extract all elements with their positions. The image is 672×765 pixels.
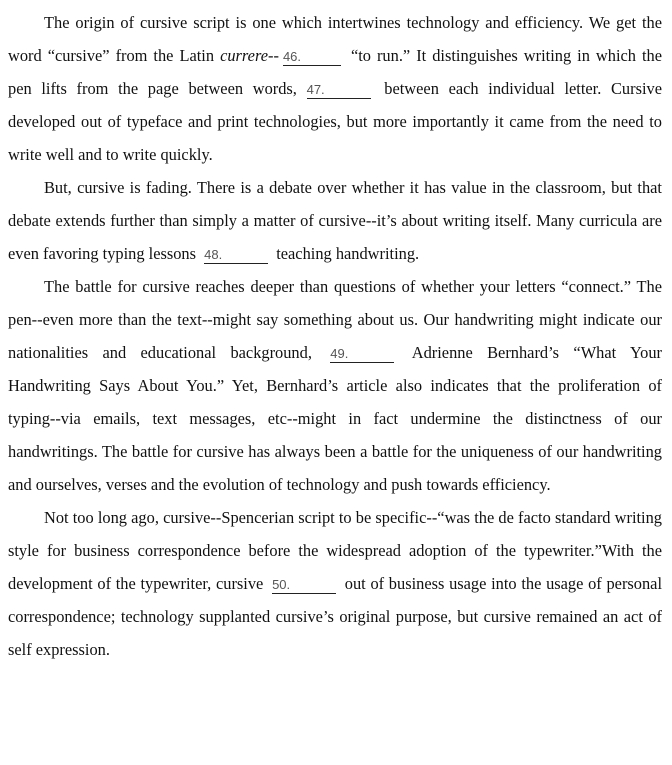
- paragraph-3: [8, 270, 662, 501]
- paragraph-1-text-2: “to run.” It distinguishes writing in which the pen lifts from the page between words,: [8, 46, 662, 98]
- blank-48[interactable]: 48.: [204, 247, 268, 264]
- paragraph-4-text-2: out of business usage into the usage of personal correspondence; technology supplanted cursive’s original purpose, but cursive remained an act of self expression.: [8, 574, 663, 659]
- paragraph-2-text-2: teaching handwriting.: [272, 244, 420, 263]
- paragraph-3-text-2: Adrienne Bernhard’s “What Your Handwriting Says About You.” Yet, Bernhard’s article also indicates that the proliferation of typing--via emails, text messages, etc--might in fact undermine the distinctness of our handwritings. The battle for cursive has always been a battle for the uniqueness of our handwriting and ourselves, verses and the evolution of technology and push towards efficiency.: [8, 343, 662, 494]
- paragraph-1-dash: --: [268, 46, 279, 65]
- blank-47[interactable]: 47.: [307, 82, 371, 99]
- paragraph-3-text-1: The battle for cursive reaches deeper than questions of whether your letters “connect.” The pen--even more than the text--might say something about us. Our handwriting might indicate our nationalities and educational background,: [8, 277, 662, 362]
- latin-word: currere: [220, 46, 269, 65]
- paragraph-2: [8, 171, 662, 270]
- paragraph-1-text-3: between each individual letter. Cursive developed out of typeface and print technologies, but more importantly it came from the need to write well and to write quickly.: [8, 79, 662, 164]
- paragraph-2-text-1: But, cursive is fading. There is a debate over whether it has value in the classroom, but that debate extends further than simply a matter of cursive--it’s about writing itself. Many curricula are even favoring typing lessons: [8, 178, 662, 263]
- paragraph-1: [8, 6, 662, 171]
- paragraph-1-text-1: The origin of cursive script is one which intertwines technology and efficiency. We get the word “cursive” from the Latin: [8, 13, 662, 65]
- paragraph-4: [8, 501, 662, 666]
- blank-49[interactable]: 49.: [330, 346, 394, 363]
- blank-46[interactable]: 46.: [283, 49, 341, 66]
- blank-50[interactable]: 50.: [272, 577, 336, 594]
- paragraph-4-text-1: Not too long ago, cursive--Spencerian script to be specific--“was the de facto standard writing style for business correspondence before the widespread adoption of the typewriter.”With the development of the typewriter, cursive: [8, 508, 662, 593]
